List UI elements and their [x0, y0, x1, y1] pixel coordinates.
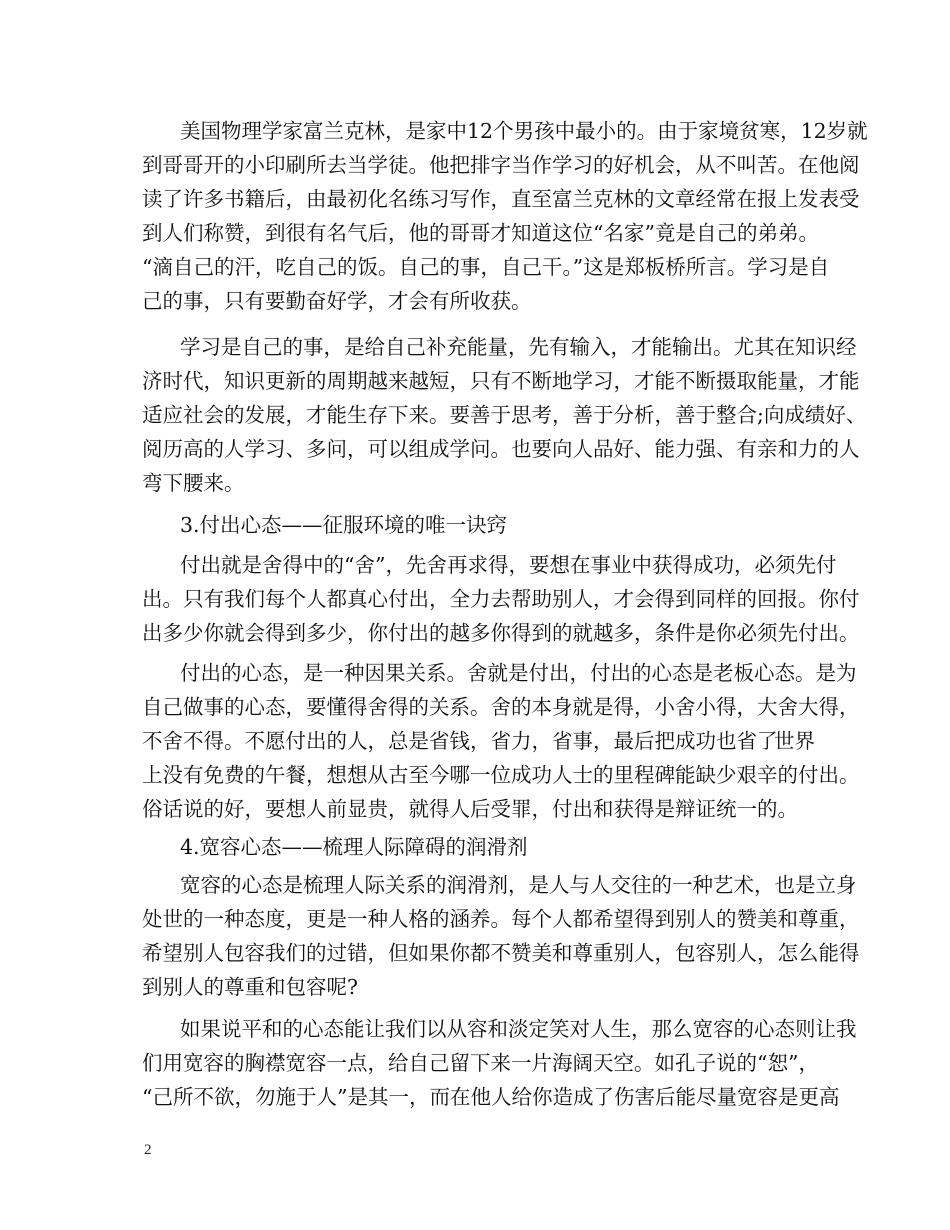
- text-line: “滴自己的汗，吃自己的饭。自己的事，自己干。”这是郑板桥所言。学习是自: [142, 255, 830, 279]
- text-line: 付出就是舍得中的“舍”，先舍再求得，要想在事业中获得成功，必须先付: [180, 553, 837, 577]
- text-line: 俗话说的好，要想人前显贵，就得人后受罪，付出和获得是辩证统一的。: [142, 797, 798, 821]
- section-heading: 3.付出心态——征服环境的唯一诀窍: [180, 513, 508, 537]
- text-line: 读了许多书籍后，由最初化名练习写作，直至富兰克林的文章经常在报上发表受: [142, 187, 860, 211]
- text-line: 不舍不得。不愿付出的人，总是省钱，省力，省事，最后把成功也省了 世界: [142, 729, 815, 753]
- text-line: 弯下腰来。: [142, 471, 245, 495]
- page-number: 2: [144, 1142, 152, 1158]
- text-line: 们用宽容的胸襟宽容一点，给自己留下来一片海阔天空。如孔子说的“恕”，: [142, 1051, 819, 1075]
- text-line: 如果说平和的心态能让我们以从容和淡定笑对人生，那么宽容的心态则让我: [180, 1017, 857, 1041]
- text-line: 希望别人包容我们的过错，但如果你都不赞美和尊重别人，包容别人，怎么能得: [142, 941, 860, 965]
- text-line: 到人们称赞，到很有名气后，他的哥哥才知道这位“名家”竟是自己的弟弟。: [142, 221, 819, 245]
- text-line: 处世的一种态度，更是一种人格的涵养。每个人都希望得到别人的赞美和尊重，: [142, 907, 860, 931]
- text-line: 出多少你就会得到多少，你付出的越多你得到的就越多，条件是你必须先付出。: [142, 621, 860, 645]
- text-line: 宽容的心态是梳理人际关系的润滑剂，是人与人交往的一种艺术，也是立身: [180, 873, 857, 897]
- text-line: 学习是自己的事，是给自己补充能量，先有输入，才能输出。尤其在知识经: [180, 335, 857, 359]
- text-line: 付出的心态，是一种因果关系。舍就是付出，付出的心态是老板心态。是为: [180, 661, 857, 685]
- text-line: 到哥哥开的小印刷所去当学徒。他把排字当作学习的好机会，从不叫苦。在他阅: [142, 153, 860, 177]
- text-line: 己的事，只有要勤奋好学，才会有所收获。: [142, 289, 532, 313]
- text-line: “己所不欲，勿施于人”是其一，而在他人给你造成了伤害后能尽量宽容是更高: [142, 1085, 840, 1109]
- text-line: 阅历高的人学习、多问，可以组成学问。也要向人品好、能力强、有亲和力的人: [142, 437, 860, 461]
- text-line: 美国物理学家富兰克林，是家中12个男孩中最小的。由于家境贫寒，12岁就: [180, 119, 868, 143]
- text-line: 济时代，知识更新的周期越来越短，只有不断地学习，才能不断摄取能量，才能: [142, 369, 860, 393]
- text-line: 到别人的尊重和包容呢?: [142, 975, 358, 999]
- text-line: 出。只有我们每个人都真心付出，全力去帮助别人，才会得到同样的回报。你付: [142, 587, 860, 611]
- section-heading: 4.宽容心态——梳理人际障碍的润滑剂: [180, 835, 528, 859]
- text-line: 上没有免费的午餐，想想从古至今哪一位成功人士的里程碑能缺少艰辛的付出。: [142, 763, 860, 787]
- text-line: 适应社会的发展，才能生存下来。要善于思考，善于分析，善于整合;向成绩好、: [142, 403, 867, 427]
- text-line: 自己做事的心态，要懂得舍得的关系。舍的本身就是得，小舍小得，大舍大得，: [142, 695, 860, 719]
